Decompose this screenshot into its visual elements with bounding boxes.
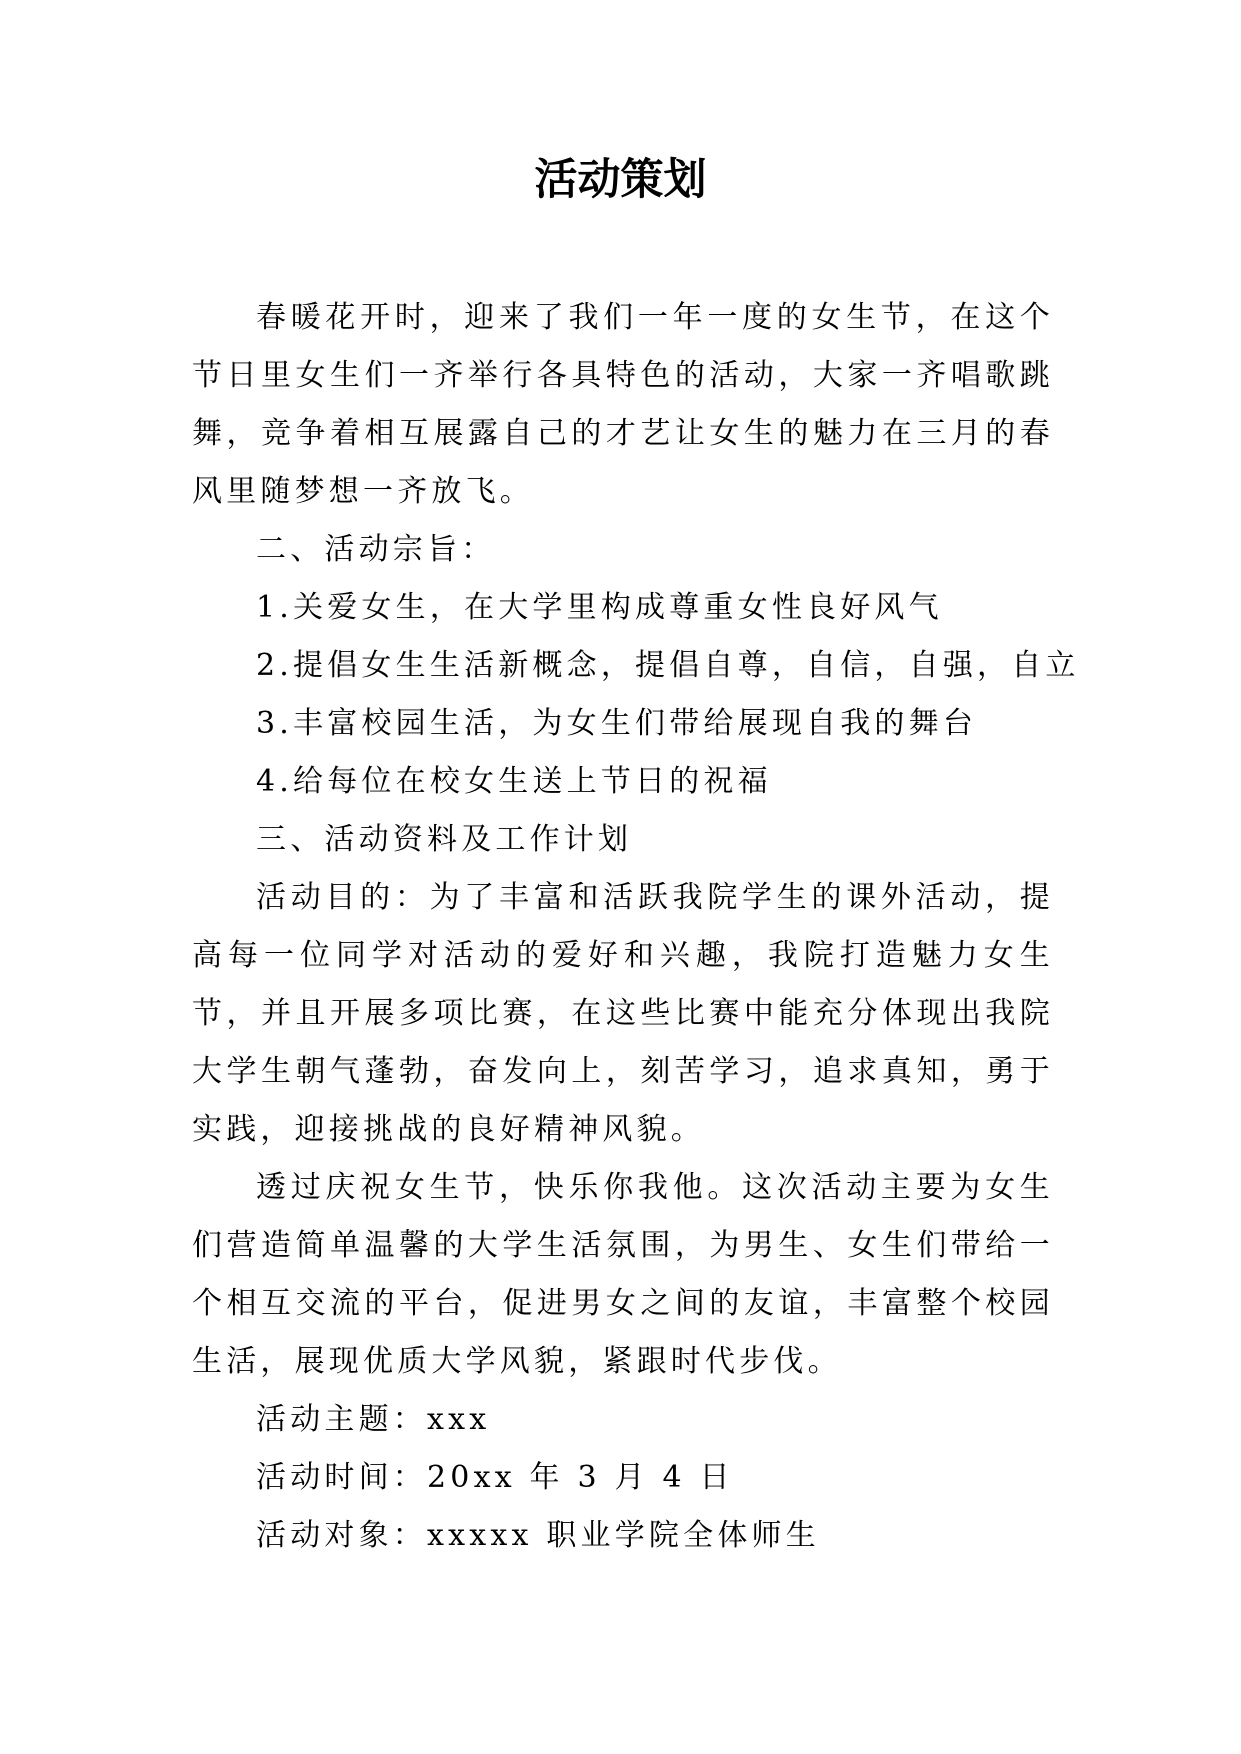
- celebration-paragraph: 透过庆祝女生节，快乐你我他。这次活动主要为女生们营造简单温馨的大学生活氛围，为男生、女生们带给一个相互交流的平台，促进男女之间的友谊，丰富整个校园生活，展现优质大学风貌，紧跟时代步伐。: [192, 1170, 1054, 1379]
- document-title: 活动策划: [534, 155, 707, 205]
- aim-item: 2.提倡女生生活新概念，提倡自尊，自信，自强，自立: [256, 648, 1080, 683]
- aim-item: 3.丰富校园生活，为女生们带给展现自我的舞台: [256, 706, 978, 741]
- activity-time: 活动时间：20xx 年 3 月 4 日: [256, 1460, 734, 1495]
- purpose-paragraph: 活动目的：为了丰富和活跃我院学生的课外活动，提高每一位同学对活动的爱好和兴趣，我院打造魅力女生节，并且开展多项比赛，在这些比赛中能充分体现出我院大学生朝气蓬勃，奋发向上，刻苦学习，追求真知，勇于实践，迎接挑战的良好精神风貌。: [192, 880, 1054, 1147]
- document-body: [192, 289, 1080, 1565]
- aim-item: 1.关爱女生，在大学里构成尊重女性良好风气: [256, 590, 943, 625]
- section-heading-aims: 二、活动宗旨：: [256, 532, 496, 567]
- section-heading-plan: 三、活动资料及工作计划: [256, 822, 633, 857]
- aim-item: 4.给每位在校女生送上节日的祝福: [256, 764, 772, 799]
- activity-audience: 活动对象：xxxxx 职业学院全体师生: [256, 1518, 820, 1553]
- activity-theme: 活动主题：xxx: [256, 1402, 491, 1437]
- intro-paragraph: 春暖花开时，迎来了我们一年一度的女生节，在这个节日里女生们一齐举行各具特色的活动，大家一齐唱歌跳舞，竞争着相互展露自己的才艺让女生的魅力在三月的春风里随梦想一齐放飞。: [192, 300, 1054, 509]
